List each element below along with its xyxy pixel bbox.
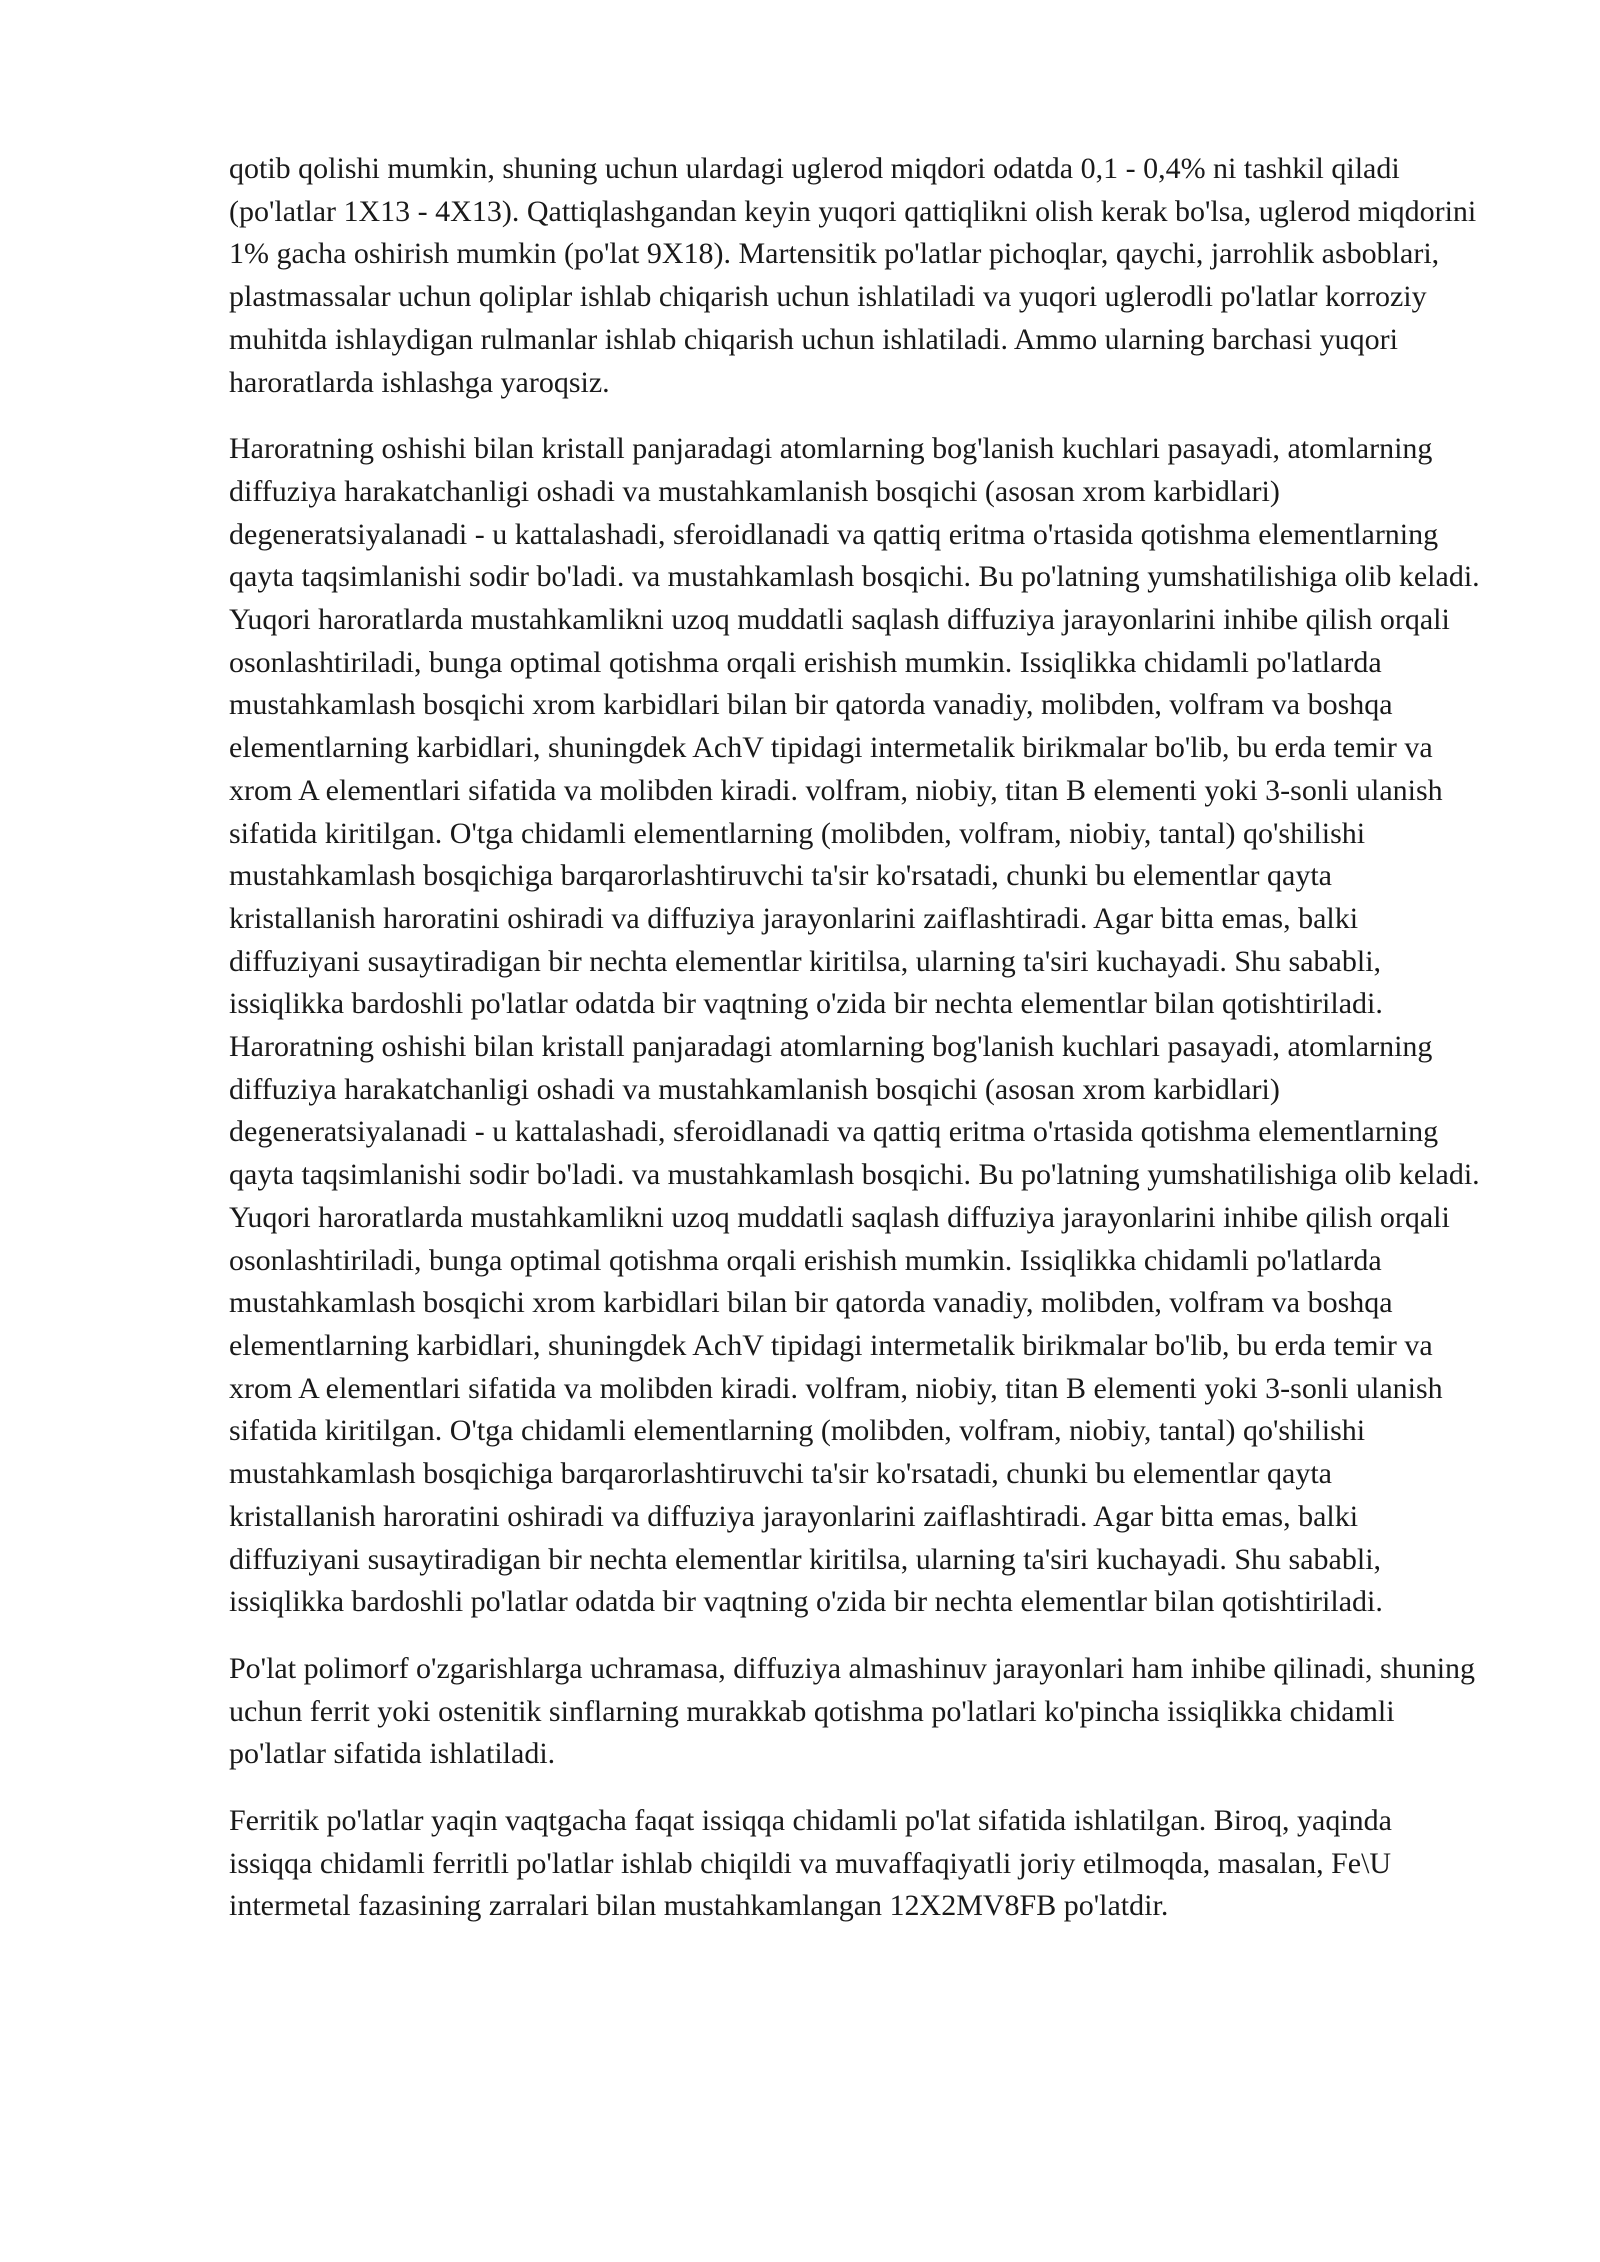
- paragraph-ferritic-steels: Ferritik po'latlar yaqin vaqtgacha faqat issiqqa chidamli po'lat sifatida ishlatilgan. Biroq, yaqinda issiqqa chidamli ferritli po'latlar ishlab chiqildi va muvaffaqiyatli joriy etilmoqda, masalan, Fe\U intermetal fazasining zarralari bilan mustahkamlangan 12X2MV8FB po'latdir.: [229, 1804, 1392, 1923]
- document-body: [229, 148, 1481, 1952]
- paragraph-high-temperature-strengthening: Haroratning oshishi bilan kristall panjaradagi atomlarning bog'lanish kuchlari pasayadi, atomlarning diffuziya harakatchanligi oshadi va mustahkamlanish bosqichi (asosan xrom karbidlari) degeneratsiyalanadi - u kattalashadi, sferoidlanadi va qattiq eritma o'rtasida qotishma elementlarning qayta taqsimlanishi sodir bo'ladi. va mustahkamlash bosqichi. Bu po'latning yumshatilishiga olib keladi. Yuqori haroratlarda mustahkamlikni uzoq muddatli saqlash diffuziya jarayonlarini inhibe qilish orqali osonlashtiriladi, bunga optimal qotishma orqali erishish mumkin. Issiqlikka chidamli po'latlarda mustahkamlash bosqichi xrom karbidlari bilan bir qatorda vanadiy, molibden, volfram va boshqa elementlarning karbidlari, shuningdek AchV tipidagi intermetalik birikmalar bo'lib, bu erda temir va xrom A elementlari sifatida va molibden kiradi. volfram, niobiy, titan B elementi yoki 3-sonli ulanish sifatida kiritilgan. O'tga chidamli elementlarning (molibden, volfram, niobiy, tantal) qo'shilishi mustahkamlash bosqichiga barqarorlashtiruvchi ta'sir ko'rsatadi, chunki bu elementlar qayta kristallanish haroratini oshiradi va diffuziya jarayonlarini zaiflashtiradi. Agar bitta emas, balki diffuziyani susaytiradigan bir nechta elementlar kiritilsa, ularning ta'siri kuchayadi. Shu sababli, issiqlikka bardoshli po'latlar odatda bir vaqtning o'zida bir nechta elementlar bilan qotishtiriladi. Haroratning oshishi bilan kristall panjaradagi atomlarning bog'lanish kuchlari pasayadi, atomlarning diffuziya harakatchanligi oshadi va mustahkamlanish bosqichi (asosan xrom karbidlari) degeneratsiyalanadi - u kattalashadi, sferoidlanadi va qattiq eritma o'rtasida qotishma elementlarning qayta taqsimlanishi sodir bo'ladi. va mustahkamlash bosqichi. Bu po'latning yumshatilishiga olib keladi. Yuqori haroratlarda mustahkamlikni uzoq muddatli saqlash diffuziya jarayonlarini inhibe qilish orqali osonlashtiriladi, bunga optimal qotishma orqali erishish mumkin. Issiqlikka chidamli po'latlarda mustahkamlash bosqichi xrom karbidlari bilan bir qatorda vanadiy, molibden, volfram va boshqa elementlarning karbidlari, shuningdek AchV tipidagi intermetalik birikmalar bo'lib, bu erda temir va xrom A elementlari sifatida va molibden kiradi. volfram, niobiy, titan B elementi yoki 3-sonli ulanish sifatida kiritilgan. O'tga chidamli elementlarning (molibden, volfram, niobiy, tantal) qo'shilishi mustahkamlash bosqichiga barqarorlashtiruvchi ta'sir ko'rsatadi, chunki bu elementlar qayta kristallanish haroratini oshiradi va diffuziya jarayonlarini zaiflashtiradi. Agar bitta emas, balki diffuziyani susaytiradigan bir nechta elementlar kiritilsa, ularning ta'siri kuchayadi. Shu sababli, issiqlikka bardoshli po'latlar odatda bir vaqtning o'zida bir nechta elementlar bilan qotishtiriladi.: [229, 432, 1480, 1619]
- paragraph-martensitic-steels: qotib qolishi mumkin, shuning uchun ulardagi uglerod miqdori odatda 0,1 - 0,4% ni tashkil qiladi (po'latlar 1X13 - 4X13). Qattiqlashgandan keyin yuqori qattiqlikni olish kerak bo'lsa, uglerod miqdorini 1% gacha oshirish mumkin (po'lat 9X18). Martensitik po'latlar pichoqlar, qaychi, jarrohlik asboblari, plastmassalar uchun qoliplar ishlab chiqarish uchun ishlatiladi va yuqori uglerodli po'latlar korroziy muhitda ishlaydigan rulmanlar ishlab chiqarish uchun ishlatiladi. Ammo ularning barchasi yuqori haroratlarda ishlashga yaroqsiz.: [229, 152, 1477, 399]
- paragraph-polymorphic-transformations: Po'lat polimorf o'zgarishlarga uchramasa, diffuziya almashinuv jarayonlari ham inhibe qilinadi, shuning uchun ferrit yoki ostenitik sinflarning murakkab qotishma po'latlari ko'pincha issiqlikka chidamli po'latlar sifatida ishlatiladi.: [229, 1651, 1476, 1771]
